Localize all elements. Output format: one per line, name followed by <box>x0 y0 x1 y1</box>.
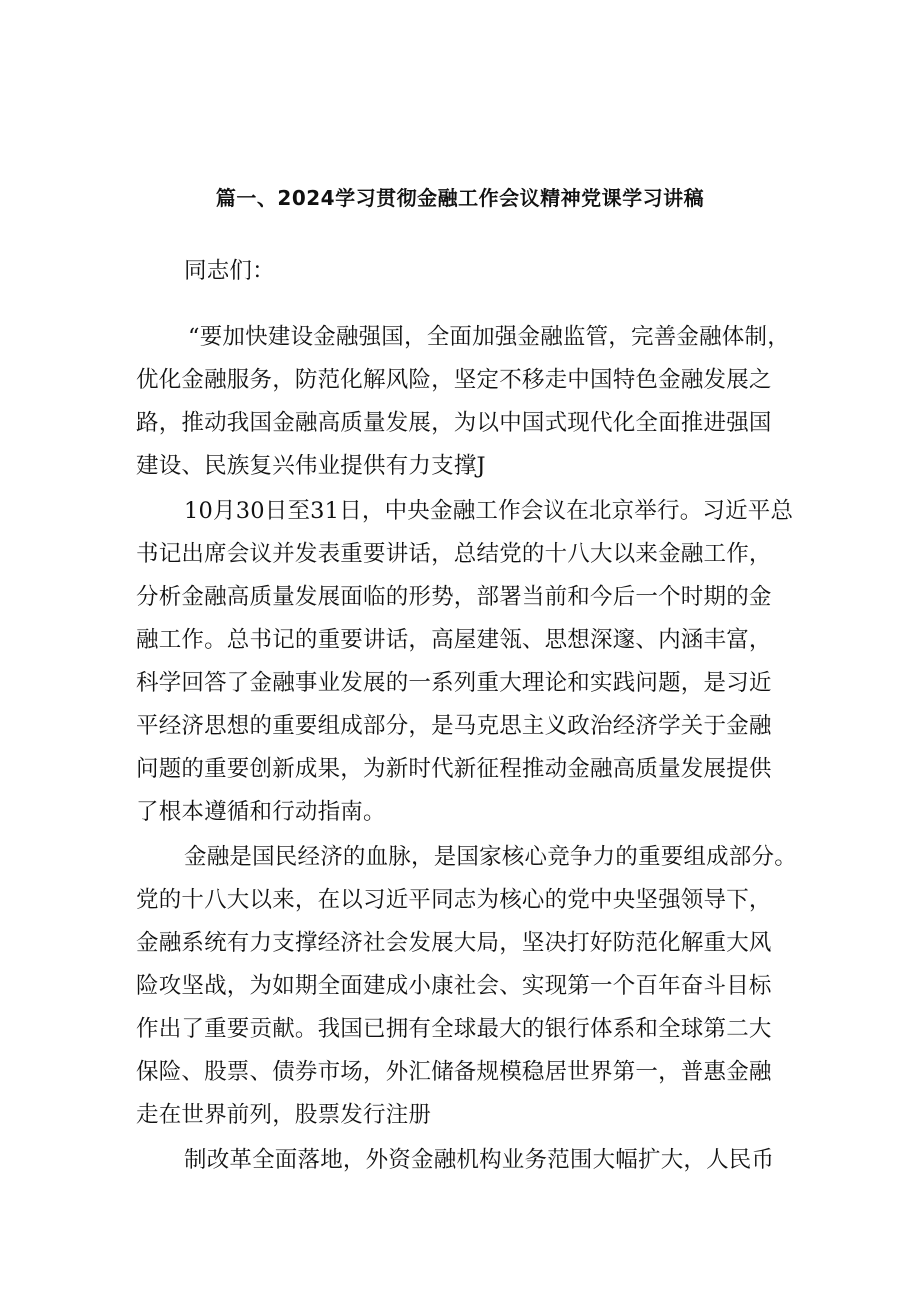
text-line: 问题的重要创新成果，为新时代新征程推动金融高质量发展提供 <box>136 756 772 782</box>
document-title: 篇一、2024学习贯彻金融工作会议精神党课学习讲稿 <box>215 186 705 210</box>
text-line: 金融系统有力支撑经济社会发展大局，坚决打好防范化解重大风 <box>136 930 772 956</box>
text-line: 保险、股票、债券市场，外汇储备规模稳居世界第一，普惠金融 <box>136 1059 772 1085</box>
text-line: 分析金融高质量发展面临的形势，部署当前和今后一个时期的金 <box>136 584 772 610</box>
text-line: 融工作。总书记的重要讲话，高屋建瓴、思想深邃、内涵丰富， <box>136 627 772 653</box>
text-line: 党的十八大以来，在以习近平同志为核心的党中央坚强领导下， <box>136 887 772 913</box>
text-line: 路，推动我国金融高质量发展，为以中国式现代化全面推进强国 <box>136 410 772 436</box>
text-line: 作出了重要贡献。我国已拥有全球最大的银行体系和全球第二大 <box>136 1016 772 1042</box>
text-line: 建设、民族复兴伟业提供有力支撑J <box>136 453 486 479</box>
text-line: 了根本遵循和行动指南。 <box>136 799 386 825</box>
text-line: 金融是国民经济的血脉，是国家核心竞争力的重要组成部分。 <box>184 844 797 870</box>
text-line: 平经济思想的重要组成部分，是马克思主义政治经济学关于金融 <box>136 713 772 739</box>
salutation: 同志们： <box>184 258 275 284</box>
text-line: 10月30日至31日，中央金融工作会议在北京举行。习近平总 <box>184 498 794 524</box>
text-line: 书记出席会议并发表重要讲话，总结党的十八大以来金融工作， <box>136 541 772 567</box>
text-line: 科学回答了金融事业发展的一系列重大理论和实践问题，是习近 <box>136 670 772 696</box>
text-line: “要加快建设金融强国，全面加强金融监管，完善金融体制， <box>188 324 790 350</box>
text-line: 优化金融服务，防范化解风险，坚定不移走中国特色金融发展之 <box>136 367 772 393</box>
text-line: 走在世界前列，股票发行注册 <box>136 1102 432 1128</box>
text-line: 制改革全面落地，外资金融机构业务范围大幅扩大，人民币 <box>184 1147 775 1173</box>
text-line: 险攻坚战，为如期全面建成小康社会、实现第一个百年奋斗目标 <box>136 973 772 999</box>
